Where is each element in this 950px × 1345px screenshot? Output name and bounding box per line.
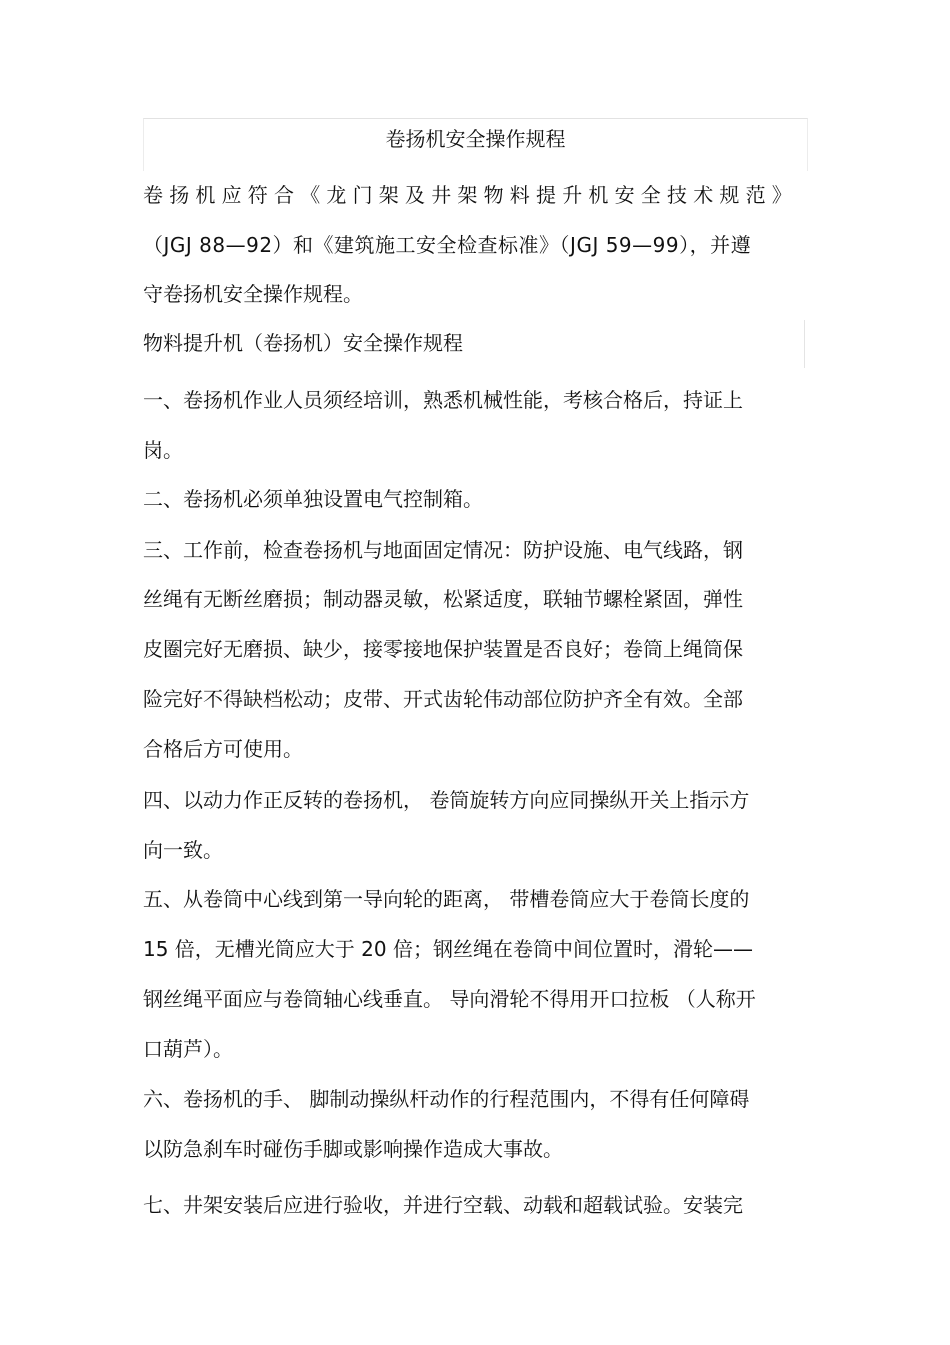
body-line: 合格后方可使用。 [143, 737, 303, 761]
section-heading: 物料提升机（卷扬机）安全操作规程 [143, 331, 463, 355]
intro-line-1: 卷扬机应符合《龙门架及井架物料提升机安全技术规范》 [143, 183, 798, 207]
body-line: 以防急刹车时碰伤手脚或影响操作造成大事故。 [143, 1137, 563, 1161]
body-line: 丝绳有无断丝磨损；制动器灵敏，松紧适度，联轴节螺栓紧固，弹性 [143, 587, 743, 611]
body-line: 七、井架安装后应进行验收，并进行空载、动载和超载试验。安装完 [143, 1193, 743, 1217]
body-line: 二、卷扬机必须单独设置电气控制箱。 [143, 487, 483, 511]
body-line: 皮圈完好无磨损、缺少，接零接地保护装置是否良好；卷筒上绳筒保 [143, 637, 743, 661]
body-line: 钢丝绳平面应与卷筒轴心线垂直。 导向滑轮不得用开口拉板 （人称开 [143, 987, 756, 1011]
title-box [143, 118, 808, 171]
body-line: 四、以动力作正反转的卷扬机， 卷筒旋转方向应同操纵开关上指示方 [143, 788, 750, 812]
body-line: 五、从卷筒中心线到第一导向轮的距离， 带槽卷筒应大于卷筒长度的 [143, 887, 750, 911]
page-title: 卷扬机安全操作规程 [385, 127, 566, 151]
body-line: 一、卷扬机作业人员须经培训，熟悉机械性能，考核合格后，持证上 [143, 388, 743, 412]
body-line: 险完好不得缺档松动；皮带、开式齿轮伟动部位防护齐全有效。全部 [143, 687, 743, 711]
body-line: 向一致。 [143, 838, 223, 862]
intro-line-3: 守卷扬机安全操作规程。 [143, 282, 363, 306]
body-line: 口葫芦）。 [143, 1037, 233, 1061]
body-line: 15 倍，无槽光筒应大于 20 倍；钢丝绳在卷筒中间位置时，滑轮—— [143, 937, 753, 961]
body-line: 六、卷扬机的手、 脚制动操纵杆动作的行程范围内，不得有任何障碍 [143, 1087, 750, 1111]
body-line: 岗。 [143, 438, 183, 462]
divider [804, 320, 805, 368]
body-line: 三、工作前，检查卷扬机与地面固定情况：防护设施、电气线路，钢 [143, 538, 743, 562]
intro-line-2: （JGJ 88—92）和《建筑施工安全检查标准》（JGJ 59—99），并遵 [143, 233, 752, 257]
